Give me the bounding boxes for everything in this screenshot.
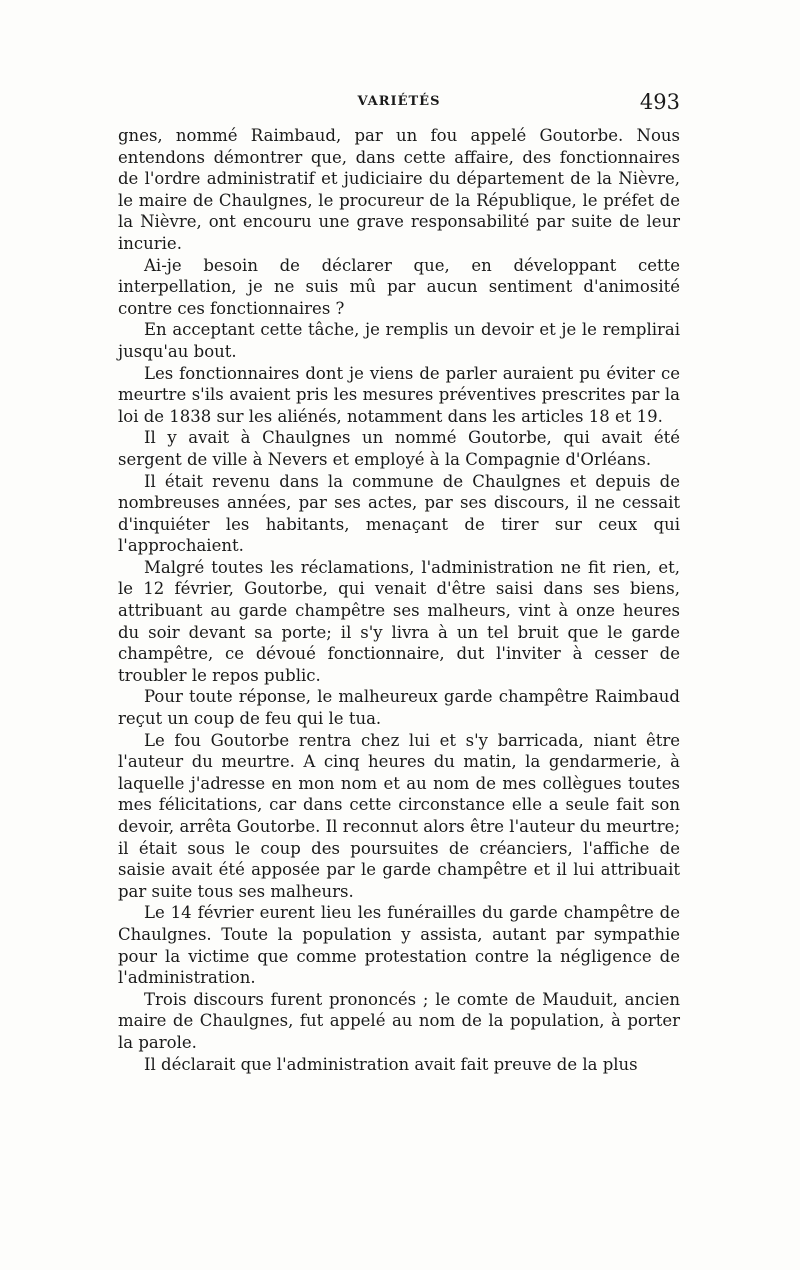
running-head	[118, 92, 680, 118]
paragraph: Il déclarait que l'administration avait fait preuve de la plus	[144, 1054, 638, 1074]
body-text	[118, 125, 680, 1075]
paragraph: Pour toute réponse, le malheureux garde champêtre Raimbaud reçut un coup de feu qui le tua.	[118, 687, 680, 729]
paragraph: Il était revenu dans la commune de Chaulgnes et depuis de nombreuses années, par ses actes, par ses discours, il ne cessait d'inquiéter les habitants, menaçant de tirer sur ceux qui l'approchaient.	[118, 471, 680, 556]
paragraph: Le 14 février eurent lieu les funérailles du garde champêtre de Chaulgnes. Toute la population y assista, autant par sympathie pour la victime que comme protestation contre la négligence de l'administration.	[118, 903, 680, 988]
paragraph: Malgré toutes les réclamations, l'administration ne fit rien, et, le 12 février, Goutorbe, qui venait d'être saisi dans ses biens, attribuant au garde champêtre ses malheurs, vint à onze heures du soir devant sa porte; il s'y livra à un tel bruit que le garde champêtre, ce dévoué fonctionnaire, dut l'inviter à cesser de troubler le repos public.	[118, 557, 680, 685]
paragraph: Les fonctionnaires dont je viens de parler auraient pu éviter ce meurtre s'ils avaient pris les mesures préventives prescrites par la loi de 1838 sur les aliénés, notamment dans les articles 18 et 19.	[118, 363, 680, 426]
paragraph: Il y avait à Chaulgnes un nommé Goutorbe, qui avait été sergent de ville à Nevers et employé à la Compagnie d'Orléans.	[118, 428, 680, 469]
paragraph: gnes, nommé Raimbaud, par un fou appelé Goutorbe. Nous entendons démontrer que, dans cette affaire, des fonctionnaires de l'ordre administratif et judiciaire du département de la Nièvre, le maire de Chaulgnes, le procureur de la République, le préfet de la Nièvre, ont encouru une grave responsabilité par suite de leur incurie.	[118, 126, 680, 253]
paragraph: Ai-je besoin de déclarer que, en développant cette interpellation, je ne suis mû par aucun sentiment d'animosité contre ces fonctionnaires ?	[118, 255, 680, 318]
running-title: VARIÉTÉS	[357, 94, 441, 109]
paragraph: Trois discours furent prononcés ; le comte de Mauduit, ancien maire de Chaulgnes, fut appelé au nom de la population, à porter la parole.	[118, 989, 680, 1052]
paragraph: Le fou Goutorbe rentra chez lui et s'y barricada, niant être l'auteur du meurtre. A cinq heures du matin, la gendarmerie, à laquelle j'adresse en mon nom et au nom de mes collègues toutes mes félicitations, car dans cette circonstance elle a seule fait son devoir, arrêta Goutorbe. Il reconnut alors être l'auteur du meurtre; il était sous le coup des poursuites de créanciers, l'affiche de saisie avait été apposée par le garde champêtre et il lui attribuait par suite tous ses malheurs.	[118, 730, 680, 901]
paragraph: En acceptant cette tâche, je remplis un devoir et je le remplirai jusqu'au bout.	[118, 320, 680, 361]
page-number: 493	[639, 90, 680, 114]
